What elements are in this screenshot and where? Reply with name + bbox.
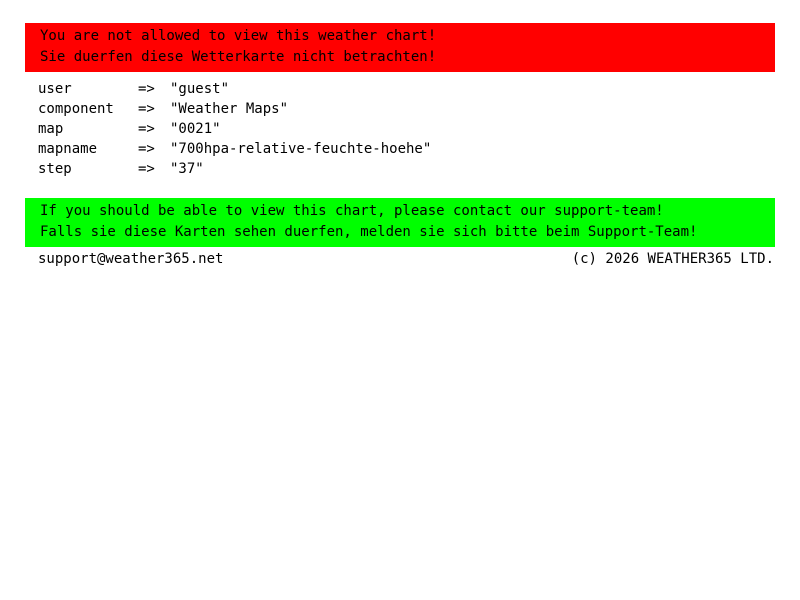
table-row: [38, 99, 431, 119]
support-banner-line-en: If you should be able to view this chart, please contact our support-team!: [40, 203, 664, 219]
detail-value-step: "37": [170, 161, 204, 177]
detail-key-mapname: mapname: [38, 141, 98, 157]
copyright-text: (c) 2026 WEATHER365 LTD.: [571, 251, 774, 267]
table-row: [38, 159, 431, 179]
detail-arrow: =>: [138, 101, 155, 117]
detail-arrow: =>: [138, 161, 155, 177]
support-banner: [25, 198, 775, 247]
detail-value-mapname: "700hpa-relative-feuchte-hoehe": [170, 141, 432, 157]
request-details-table: [38, 79, 431, 179]
detail-value-map: "0021": [170, 121, 221, 137]
detail-key-user: user: [38, 81, 72, 97]
detail-arrow: =>: [138, 141, 155, 157]
table-row: [38, 139, 431, 159]
detail-arrow: =>: [138, 121, 155, 137]
support-email-link[interactable]: support@weather365.net: [38, 251, 224, 267]
detail-key-component: component: [38, 101, 114, 117]
error-banner-line-en: You are not allowed to view this weather chart!: [40, 28, 437, 44]
support-banner-line-de: Falls sie diese Karten sehen duerfen, melden sie sich bitte beim Support-Team!: [40, 224, 698, 240]
error-banner: [25, 23, 775, 72]
detail-key-step: step: [38, 161, 72, 177]
table-row: [38, 79, 431, 99]
detail-value-user: "guest": [170, 81, 230, 97]
detail-key-map: map: [38, 121, 64, 137]
detail-arrow: =>: [138, 81, 155, 97]
table-row: [38, 119, 431, 139]
detail-value-component: "Weather Maps": [170, 101, 289, 117]
page-footer: [38, 249, 774, 269]
error-banner-line-de: Sie duerfen diese Wetterkarte nicht betrachten!: [40, 49, 437, 65]
